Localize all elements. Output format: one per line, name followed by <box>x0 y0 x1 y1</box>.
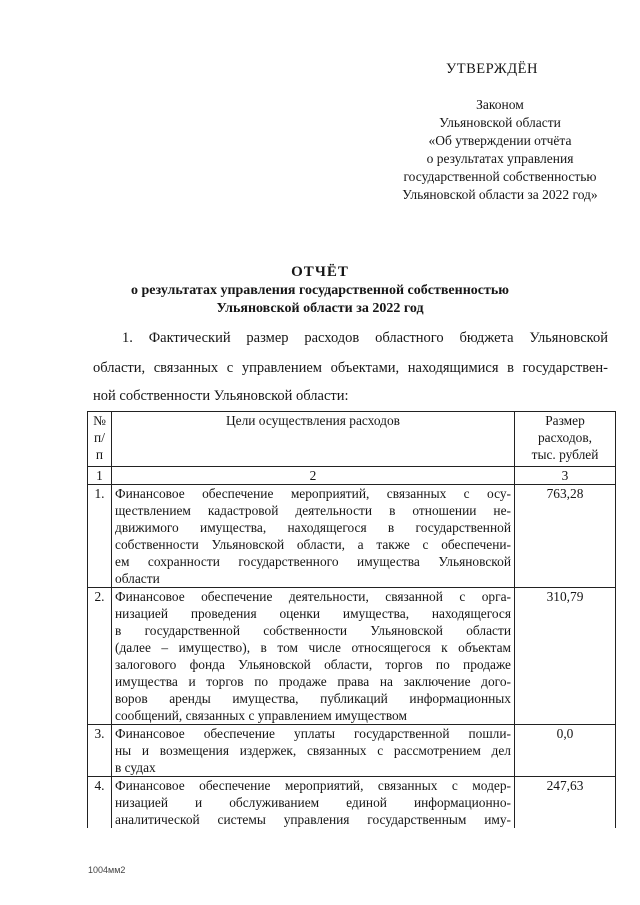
approved-label: УТВЕРЖДЁН <box>446 61 538 77</box>
paragraph-line: области, связанных с управлением объектами, находящимися в государствен- <box>93 360 608 376</box>
approval-line: Ульяновской области за 2022 год» <box>402 187 598 202</box>
row-goal-line: ны и возмещения издержек, связанных с рассмотрением дел <box>115 743 511 758</box>
approval-line: Ульяновской области <box>439 115 561 130</box>
paragraph-line: 1. Фактический размер расходов областного бюджета Ульяновской <box>122 330 608 346</box>
header-amount-line: тыс. рублей <box>531 447 599 462</box>
row-goal-line: (далее – имущество), в том числе относящегося к объектам <box>115 640 511 655</box>
row-goal-line: сообщений, связанных с управлением имуществом <box>115 708 407 723</box>
approval-lines <box>360 96 640 204</box>
row-number: 3. <box>88 725 112 777</box>
row-goal <box>112 485 515 588</box>
row-goal <box>112 777 515 829</box>
table-row <box>88 777 616 829</box>
header-amount <box>515 412 616 467</box>
row-goal-line: собственности Ульяновской области, а также с обеспечени- <box>115 537 511 552</box>
row-goal-line: воров аренды имущества, публикаций информационных <box>115 691 511 706</box>
row-goal <box>112 588 515 725</box>
row-goal-line: низацией и обслуживанием единой информационно- <box>115 795 511 810</box>
row-goal-line: Финансовое обеспечение уплаты государственной пошли- <box>115 726 511 741</box>
row-number: 1. <box>88 485 112 588</box>
row-amount: 763,28 <box>515 485 616 588</box>
approval-line: «Об утверждении отчёта <box>428 133 572 148</box>
row-number: 4. <box>88 777 112 829</box>
row-goal-line: Финансовое обеспечение мероприятий, связанных с модер- <box>115 778 511 793</box>
approval-line: Законом <box>476 97 524 112</box>
row-amount: 0,0 <box>515 725 616 777</box>
row-goal-line: в судах <box>115 760 156 775</box>
report-subtitle-line: Ульяновской области за 2022 год <box>216 301 424 316</box>
header-amount-line: расходов, <box>537 430 593 445</box>
row-goal-line: Финансовое обеспечение мероприятий, связанных с осу- <box>115 486 511 501</box>
row-amount: 247,63 <box>515 777 616 829</box>
column-numbers-row <box>88 467 616 485</box>
row-number: 2. <box>88 588 112 725</box>
column-number: 1 <box>88 467 112 485</box>
header-number-line: п/п <box>94 430 105 462</box>
table-row <box>88 588 616 725</box>
column-number: 2 <box>112 467 515 485</box>
column-number: 3 <box>515 467 616 485</box>
row-goal-line: залогового фонда Ульяновской области, торгов по продаже <box>115 657 511 672</box>
row-goal-line: имущества и торгов по продаже права на заключение дого- <box>115 674 511 689</box>
row-goal-line: области <box>115 571 160 586</box>
row-goal-line: ществлением кадастровой деятельности в отношении не- <box>115 503 511 518</box>
header-number <box>88 412 112 467</box>
row-goal-line: ем сохранности государственного имущества Ульяновской <box>115 554 511 569</box>
paragraph-line: ной собственности Ульяновской области: <box>93 388 349 404</box>
table-row <box>88 485 616 588</box>
row-goal-line: аналитической системы управления государственным иму- <box>115 812 511 827</box>
row-goal-line: Финансовое обеспечение деятельности, связанной с орга- <box>115 589 511 604</box>
report-subtitle-line: о результатах управления государственной собственностью <box>131 283 509 298</box>
header-amount-line: Размер <box>545 413 585 428</box>
expenses-table <box>87 411 616 828</box>
report-title: ОТЧЁТ <box>291 264 349 280</box>
approval-line: государственной собственностью <box>403 169 597 184</box>
table-header-row <box>88 412 616 467</box>
header-number-line: № <box>93 413 106 428</box>
row-goal-line: движимого имущества, находящегося в государственной <box>115 520 511 535</box>
header-goal: Цели осуществления расходов <box>112 412 515 467</box>
footer-code: 1004мм2 <box>88 865 126 875</box>
row-goal-line: низацией проведения оценки имущества, находящегося <box>115 606 511 621</box>
table-row <box>88 725 616 777</box>
row-goal <box>112 725 515 777</box>
row-amount: 310,79 <box>515 588 616 725</box>
approval-line: о результатах управления <box>426 151 574 166</box>
row-goal-line: в государственной собственности Ульяновской области <box>115 623 511 638</box>
